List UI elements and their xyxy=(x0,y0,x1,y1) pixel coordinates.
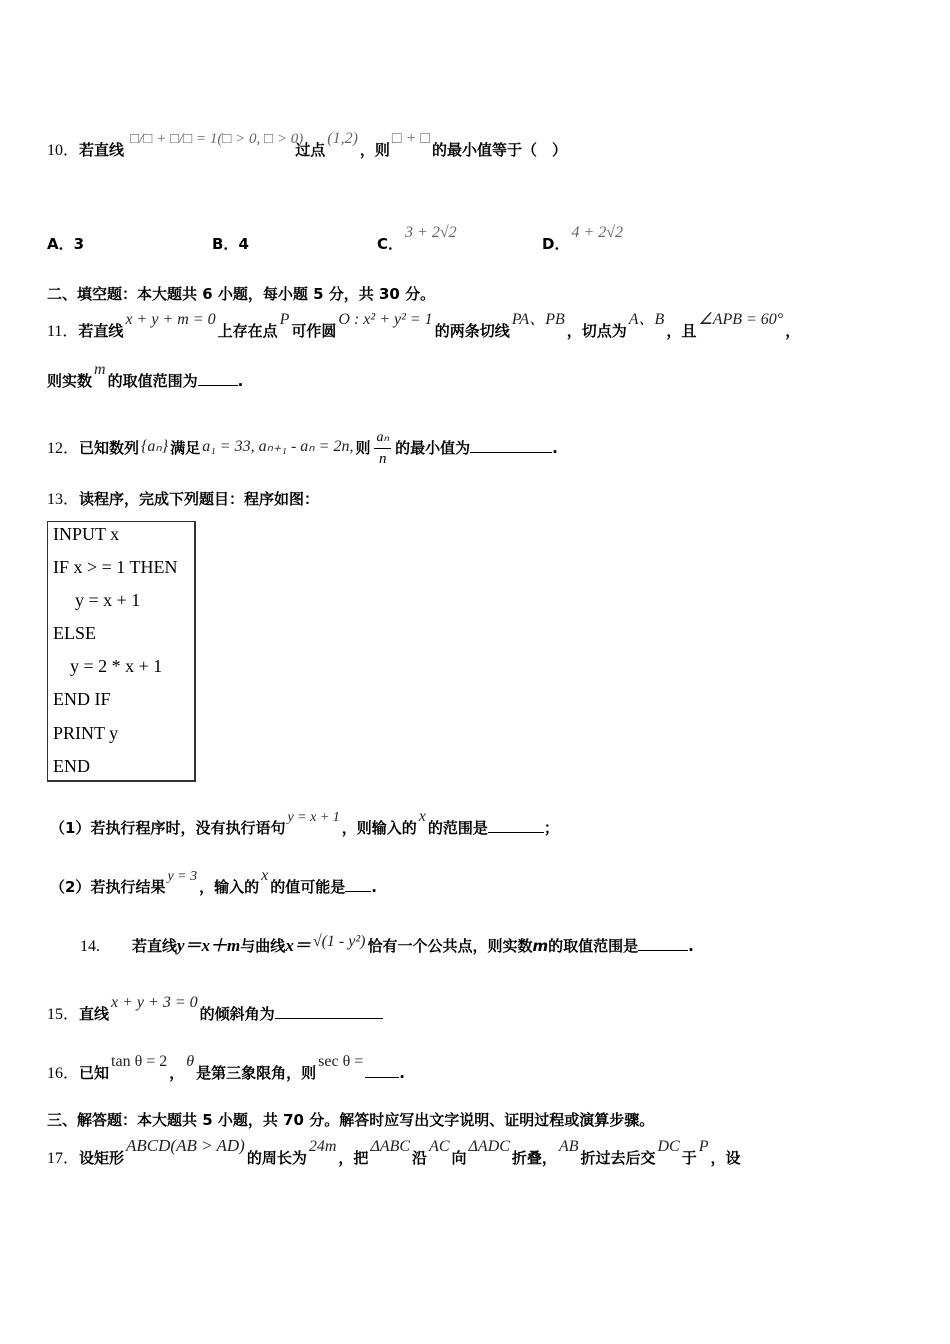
math: DC xyxy=(657,1138,680,1155)
option-label: D． xyxy=(542,235,570,253)
math: x xyxy=(418,808,426,825)
text: 折叠， xyxy=(511,1149,557,1167)
text: . xyxy=(688,937,694,955)
math: x + y + 3 = 0 xyxy=(111,994,198,1011)
text: . xyxy=(371,878,377,896)
text: 设矩形 xyxy=(79,1149,125,1167)
answer-blank[interactable] xyxy=(365,1063,399,1078)
answer-blank[interactable] xyxy=(275,1004,383,1019)
math: 24m xyxy=(308,1138,337,1155)
program-line: IF x > = 1 THEN xyxy=(53,557,178,577)
math-line-equation: □/□ + □/□ = 1(□ > 0, □ > 0) xyxy=(130,131,304,147)
option-value: 3 xyxy=(73,235,85,253)
math: x xyxy=(261,867,269,884)
denominator: n xyxy=(379,451,387,467)
text: ，设 xyxy=(710,1149,741,1167)
text: 与曲线 xyxy=(240,937,286,955)
text: 向 xyxy=(451,1149,467,1167)
question-11 xyxy=(47,311,801,342)
math: x + y + m = 0 xyxy=(125,311,216,328)
math: ΔADC xyxy=(468,1138,510,1155)
text: 的最小值等于（ ） xyxy=(432,141,568,159)
math: P xyxy=(279,311,290,328)
option-label: C． xyxy=(377,235,404,253)
text: . xyxy=(399,1064,405,1082)
text: 的取值范围是 xyxy=(548,937,639,955)
math: {aₙ} xyxy=(141,438,169,455)
math: ∠APB = 60° xyxy=(698,311,784,328)
question-11-line2 xyxy=(47,361,244,392)
q10-option-b[interactable] xyxy=(212,234,249,254)
math-point: (1,2) xyxy=(327,130,358,147)
math: sec θ = xyxy=(318,1053,364,1070)
text: 若直线 xyxy=(79,141,125,159)
q-number: 15． xyxy=(47,1006,80,1023)
program-line: ELSE xyxy=(53,623,96,643)
text: 若直线 xyxy=(78,322,124,340)
text: 若直线 xyxy=(132,937,178,955)
text: 恰有一个公共点，则实数 xyxy=(367,937,533,955)
answer-blank[interactable] xyxy=(470,438,552,453)
text: ，把 xyxy=(338,1149,369,1167)
program-line: END xyxy=(53,756,90,776)
text: ； xyxy=(543,819,559,837)
text: ，则输入的 xyxy=(341,819,417,837)
text: 沿 xyxy=(412,1149,428,1167)
section-heading: 三、解答题：本大题共 5 小题，共 70 分。解答时应写出文字说明、证明过程或演算步骤。 xyxy=(47,1111,655,1129)
program-box xyxy=(47,521,196,782)
math: tan θ = 2 xyxy=(111,1053,168,1070)
program-line: END IF xyxy=(53,689,111,709)
math: A、B xyxy=(628,311,665,328)
text: 则 xyxy=(355,439,371,457)
fraction xyxy=(374,428,391,469)
text: ，则 xyxy=(359,141,390,159)
option-label: B． xyxy=(212,235,239,253)
option-value: 4 xyxy=(238,235,249,253)
text: 上存在点 xyxy=(217,322,278,340)
text: 已知 xyxy=(79,1064,110,1082)
program-line: y = x + 1 xyxy=(75,590,141,610)
math: PA、PB xyxy=(511,311,565,328)
text: 的范围是 xyxy=(427,819,488,837)
question-16 xyxy=(47,1053,405,1084)
math: θ xyxy=(186,1053,195,1070)
text: ， xyxy=(169,1064,185,1082)
question-13 xyxy=(47,489,319,510)
answer-blank[interactable] xyxy=(345,877,371,892)
q-number: 16． xyxy=(47,1065,80,1082)
text: ，切点为 xyxy=(566,322,627,340)
q-number: 13． xyxy=(47,491,80,508)
text: 的最小值为 xyxy=(395,439,471,457)
question-14 xyxy=(80,933,694,957)
math: O : x² + y² = 1 xyxy=(338,311,433,328)
math: y = x + 1 xyxy=(287,810,340,825)
text: 满足 xyxy=(170,439,201,457)
math-expr: □ + □ xyxy=(391,130,431,147)
question-12 xyxy=(47,428,558,469)
text: （1）若执行程序时，没有执行语句 xyxy=(50,819,286,837)
answer-blank[interactable] xyxy=(638,936,688,951)
section-heading: 二、填空题：本大题共 6 小题，每小题 5 分，共 30 分。 xyxy=(47,285,436,303)
text: 于 xyxy=(681,1149,697,1167)
option-value: 4 + 2√2 xyxy=(571,224,624,241)
option-value: 3 + 2√2 xyxy=(405,224,457,241)
q-number: 14. xyxy=(80,938,100,955)
text: 的倾斜角为 xyxy=(199,1005,275,1023)
text: 的两条切线 xyxy=(434,322,510,340)
question-15 xyxy=(47,994,383,1025)
text: 则实数 xyxy=(47,372,93,390)
q-number: 10． xyxy=(47,142,80,159)
text: . xyxy=(237,372,244,390)
program-line: INPUT x xyxy=(53,524,120,544)
answer-blank[interactable] xyxy=(488,818,544,833)
q10-option-c[interactable] xyxy=(377,224,459,255)
question-13-part2 xyxy=(50,867,377,899)
numerator: aₙ xyxy=(374,428,391,449)
question-17 xyxy=(47,1136,741,1169)
math: P xyxy=(698,1138,709,1155)
text: （2）若执行结果 xyxy=(50,878,166,896)
option-label: A． xyxy=(47,235,74,253)
question-13-part1 xyxy=(50,808,559,840)
text: 已知数列 xyxy=(79,439,140,457)
text: 的周长为 xyxy=(246,1149,307,1167)
math: x＝ xyxy=(285,936,311,955)
text: ，且 xyxy=(666,322,697,340)
math: m xyxy=(94,361,106,378)
program-line: PRINT y xyxy=(53,723,119,743)
math: y = 3 xyxy=(167,869,198,884)
text: 的取值范围为 xyxy=(107,372,198,390)
math-radical: √(1 - y²) xyxy=(312,933,366,950)
math: y＝x＋m xyxy=(177,936,241,955)
q10-option-d[interactable] xyxy=(542,224,625,255)
math: a₁ = 33, aₙ₊₁ - aₙ = 2n, xyxy=(202,438,354,455)
math: ABCD(AB > AD) xyxy=(126,1136,245,1155)
math: ΔABC xyxy=(370,1138,411,1155)
text: 可作圆 xyxy=(291,322,337,340)
q-number: 17． xyxy=(47,1150,80,1167)
q10-option-a[interactable] xyxy=(47,234,84,254)
math: AC xyxy=(429,1138,450,1155)
program-line: y = 2 * x + 1 xyxy=(70,656,163,676)
text: 是第三象限角，则 xyxy=(196,1064,317,1082)
answer-blank[interactable] xyxy=(198,371,238,386)
text: 过点 xyxy=(295,141,326,159)
text: . xyxy=(552,439,558,457)
text: 读程序，完成下列题目：程序如图： xyxy=(79,490,320,508)
text: ，输入的 xyxy=(199,878,260,896)
math: m xyxy=(532,937,549,955)
q-number: 12． xyxy=(47,440,80,457)
text: ， xyxy=(785,322,801,340)
question-10 xyxy=(47,130,568,161)
text: 折过去后交 xyxy=(580,1149,656,1167)
q-number: 11． xyxy=(47,323,79,340)
text: 直线 xyxy=(79,1005,110,1023)
text: 的值可能是 xyxy=(270,878,346,896)
math: AB xyxy=(558,1138,579,1155)
